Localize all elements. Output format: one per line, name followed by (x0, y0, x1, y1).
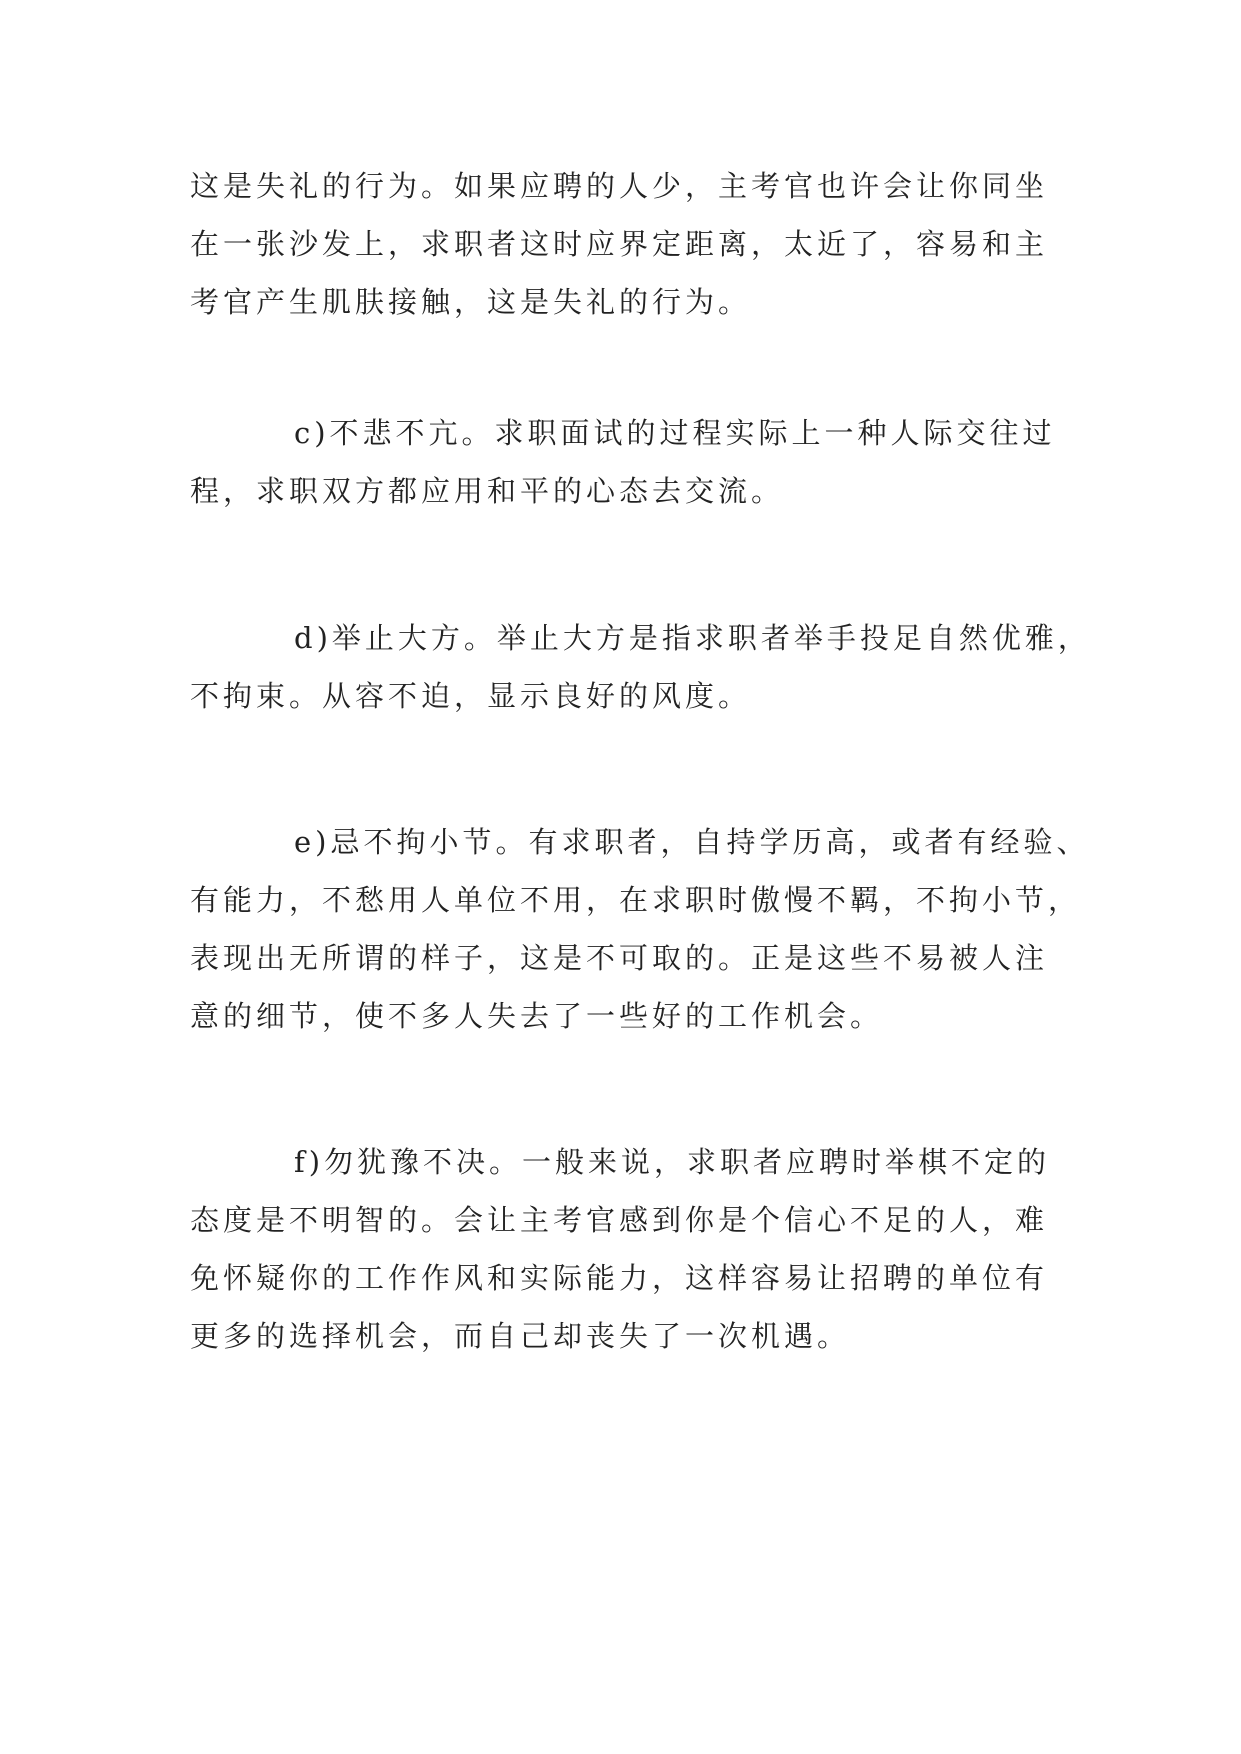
text-line: 考官产生肌肤接触，这是失礼的行为。 (190, 285, 752, 319)
paragraph-item-d (190, 609, 1091, 725)
paragraph-item-e (190, 813, 1090, 1045)
text-line: 不拘束。从容不迫，显示良好的风度。 (190, 679, 752, 713)
text-line: 这是失礼的行为。如果应聘的人少，主考官也许会让你同坐 (190, 169, 1049, 203)
text-line: 态度是不明智的。会让主考官感到你是个信心不足的人，难 (190, 1203, 1049, 1237)
text-line: d)举止大方。举止大方是指求职者举手投足自然优雅， (294, 621, 1091, 655)
paragraph-item-c (190, 404, 1060, 520)
text-line: 表现出无所谓的样子，这是不可取的。正是这些不易被人注 (190, 941, 1049, 975)
text-line: e)忌不拘小节。有求职者，自持学历高，或者有经验、 (294, 825, 1090, 859)
text-line: 在一张沙发上，求职者这时应界定距离，太近了，容易和主 (190, 227, 1049, 261)
paragraph-item-f (190, 1133, 1060, 1365)
text-line: 意的细节，使不多人失去了一些好的工作机会。 (190, 999, 884, 1033)
text-line: c)不悲不亢。求职面试的过程实际上一种人际交往过 (294, 416, 1056, 450)
text-line: 有能力，不愁用人单位不用，在求职时傲慢不羁，不拘小节， (190, 883, 1082, 917)
text-line: 程，求职双方都应用和平的心态去交流。 (190, 474, 785, 508)
text-line: 更多的选择机会，而自己却丧失了一次机遇。 (190, 1319, 851, 1353)
paragraph-continuation (190, 157, 1060, 331)
text-line: f)勿犹豫不决。一般来说，求职者应聘时举棋不定的 (294, 1145, 1051, 1179)
text-line: 免怀疑你的工作作风和实际能力，这样容易让招聘的单位有 (190, 1261, 1049, 1295)
